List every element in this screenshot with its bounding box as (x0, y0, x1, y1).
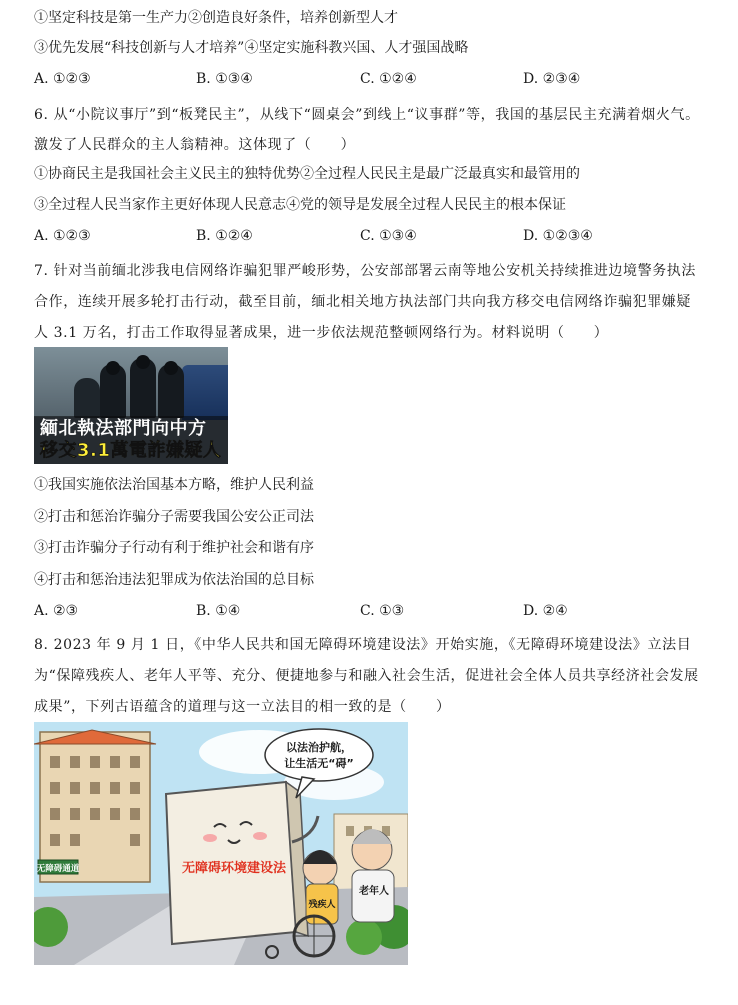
choice-a: A. ②③ (34, 603, 79, 619)
news-photo (34, 347, 228, 464)
choice-d: D. ②④ (523, 603, 568, 619)
choice-c: C. ①③④ (360, 228, 417, 244)
q8-stem: 8. 2023 年 9 月 1 日，《中华人民共和国无障碍环境建设法》开始实施，《无障碍环境建设法》立法目 为“保障残疾人、老年人平等、充分、便捷地参与和融入社会生活，促进社会全体人员共享经济社会发展成果”，下列古语蕴含的道理与这一立法目的相一致的是（ ） (34, 637, 706, 715)
q7-option-3: ③打击诈骗分子行动有利于维护社会和谐有序 (34, 540, 314, 556)
choice-d: D. ②③④ (523, 71, 581, 87)
board-law-title: 无障碍环境建设法 (181, 861, 287, 876)
bubble-line-1: 以法治护航， (286, 741, 352, 754)
q5-option-line-2: ③优先发展“科技创新与人才培养”④坚定实施科教兴国、人才强国战略 (34, 40, 469, 56)
wheelchair-user-label: 残疾人 (308, 900, 336, 910)
q5-option-line-1: ①坚定科技是第一生产力②创造良好条件，培养创新型人才 (34, 10, 398, 26)
choice-b: B. ①③④ (196, 71, 253, 87)
q7-choices (34, 602, 714, 620)
q5-choices (34, 70, 714, 88)
q7-stem: 7. 针对当前缅北涉我电信网络诈骗犯罪严峻形势，公安部部署云南等地公安机关持续推进边境警务执法合作，连续开展多轮打击行动，截至目前，缅北相关地方执法部门共向我方移交电信网络诈骗犯罪嫌疑人 3.1 万名，打击工作取得显著成果，进一步依法规范整顿网络行为。材料说明（ ） (34, 263, 697, 341)
choice-b: B. ①②④ (196, 228, 253, 244)
choice-d: D. ①②③④ (523, 228, 593, 244)
q7-option-4: ④打击和惩治违法犯罪成为依法治国的总目标 (34, 572, 314, 588)
q6-option-line-1: ①协商民主是我国社会主义民主的独特优势②全过程人民民主是最广泛最真实和最管用的 (34, 166, 580, 182)
q6-option-line-2: ③全过程人民当家作主更好体现人民意志④党的领导是发展全过程人民民主的根本保证 (34, 197, 566, 213)
choice-a: A. ①②③ (34, 228, 91, 244)
elder-label: 老年人 (359, 886, 389, 897)
bubble-line-2: 让生活无“碍” (284, 757, 354, 770)
choice-b: B. ①④ (196, 603, 241, 619)
cartoon-illustration (34, 722, 408, 965)
q6-choices (34, 227, 714, 245)
photo-caption-line-1: 緬北執法部門向中方 (40, 418, 207, 439)
choice-c: C. ①③ (360, 603, 405, 619)
choice-a: A. ①②③ (34, 71, 91, 87)
accessible-passage-sign: 无障碍通道 (36, 864, 80, 874)
q6-stem: 6. 从“小院议事厅”到“板凳民主”，从线下“圆桌会”到线上“议事群”等，我国的基层民主充满着烟火气。激发了人民群众的主人翁精神。这体现了（ ） (34, 107, 700, 153)
q7-option-1: ①我国实施依法治国基本方略，维护人民利益 (34, 477, 314, 493)
choice-c: C. ①②④ (360, 71, 417, 87)
photo-caption-line-2: 移交3.1萬電詐嫌疑人 (40, 440, 222, 461)
q7-option-2: ②打击和惩治诈骗分子需要我国公安公正司法 (34, 509, 314, 525)
